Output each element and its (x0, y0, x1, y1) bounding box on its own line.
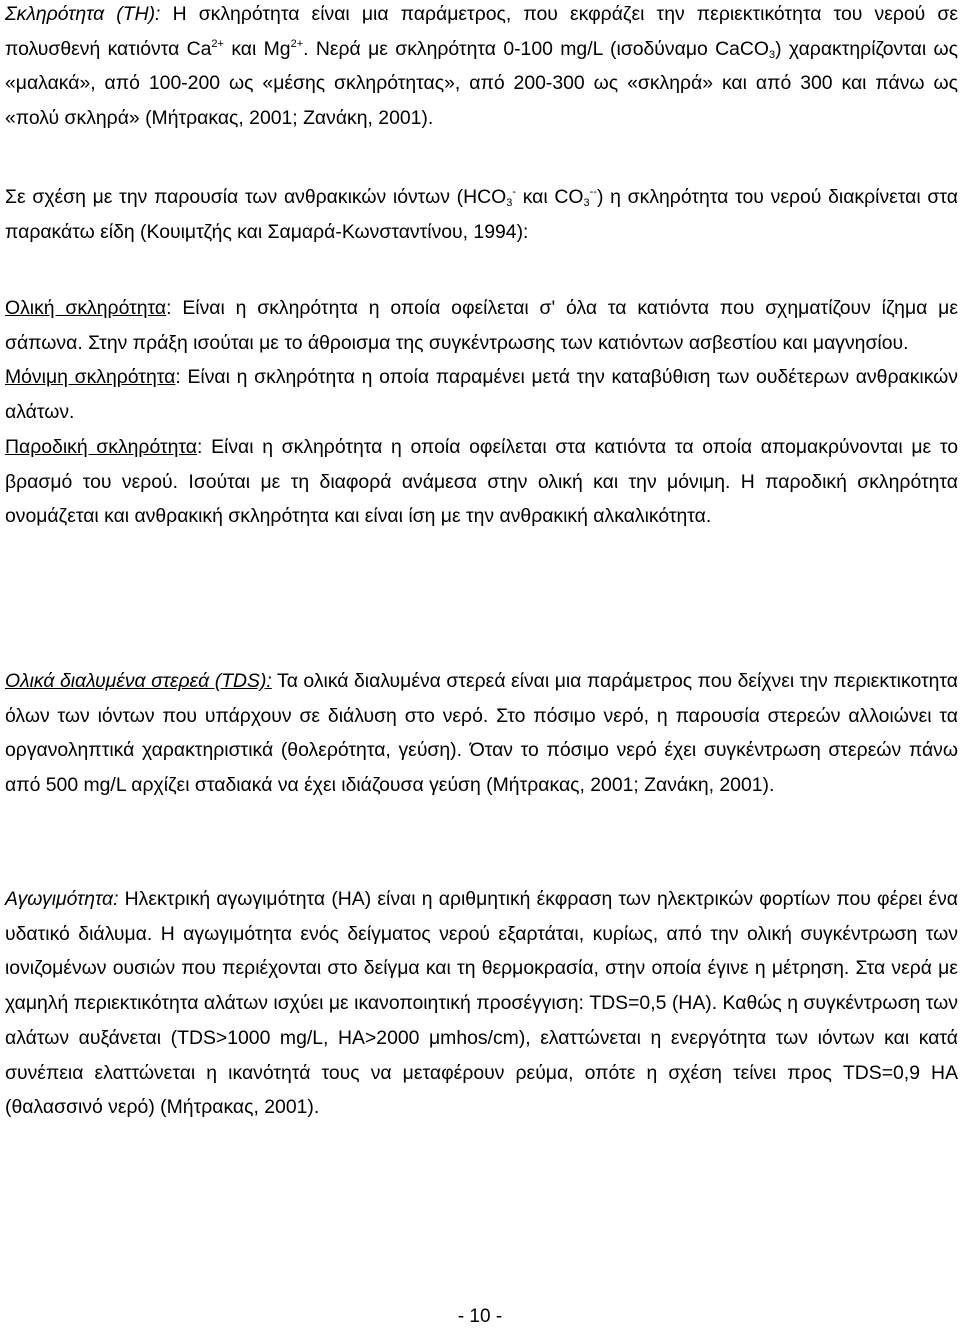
text: και Mg (223, 37, 291, 60)
term-permanent-hardness: Μόνιμη σκληρότητα (5, 366, 176, 389)
text: . Νερά με σκληρότητα 0-100 mg/L (ισοδύναμο CaCO (303, 37, 769, 60)
term-conductivity: Αγωγιμότητα: (5, 888, 119, 910)
text: ) χαρακτηρίζονται ως «μαλακά», από 100-200 ως «μέσης σκληρότητας», από 200-300 ως «σκληρά» και από 300 και πάνω ως «πολύ σκληρά» (Μήτρακας, 2001; Ζανάκη, 2001). (5, 37, 958, 130)
term-tds: Ολικά διαλυμένα στερεά (TDS): (5, 670, 272, 692)
text: : Είναι η σκληρότητα η οποία οφείλεται σ' όλα τα κατιόντα που σχηματίζουν ίζημα με σάπωνα. Στην πράξη ισούται με το άθροισμα της συγκέντρωσης των κατιόντων ασβεστίου και μαγνησίου. (5, 297, 958, 354)
paragraph-conductivity (5, 882, 958, 1125)
term-hardness: Σκληρότητα (ΤΗ): (5, 3, 161, 25)
subscript: 3 (769, 48, 776, 61)
subscript: 3 (506, 197, 513, 209)
superscript: 2+ (211, 37, 224, 50)
text: Σε σχέση με την παρουσία των ανθρακικών ιόντων (HCO (5, 186, 507, 208)
superscript: -- (589, 186, 597, 198)
superscript: - (512, 186, 516, 198)
paragraph-carbonate-ions (5, 180, 958, 249)
text: ) η σκληρότητα του νερού διακρίνεται στα παρακάτω είδη (Κουιμτζής και Σαμαρά-Κωνσταντίνου, 1994): (5, 186, 958, 243)
text: : Είναι η σκληρότητα η οποία οφείλεται στα κατιόντα τα οποία απομακρύνονται με το βρασμό του νερού. Ισούται με τη διαφορά ανάμεσα στην ολική και την μόνιμη. Η παροδική σκληρότητα ονομάζεται και ανθρακική σκληρότητα και είναι ίση με την ανθρακική αλκαλικότητα. (5, 435, 959, 528)
paragraph-tds (5, 664, 958, 803)
paragraph-hardness (5, 0, 958, 136)
text: Ηλεκτρική αγωγιμότητα (ΗΑ) είναι η αριθμητική έκφραση των ηλεκτρικών φορτίων που φέρει ένα υδατικό διάλυμα. Η αγωγιμότητα ενός δείγματος νερού εξαρτάται, κυρίως, από την ολική συγκέντρωση των ιονιζομένων ουσιών που περιέχονται στο δείγμα και τη θερμοκρασία, στην οποία έγινε η μέτρηση. Στα νερά με χαμηλή περιεκτικότητα αλάτων ισχύει με ικανοποιητική προσέγγιση: TDS=0,5 (ΗΑ). Καθώς η συγκέντρωση των αλάτων αυξάνεται (TDS>1000 mg/L, ΗΑ>2000 μmhos/cm), ελαττώνεται η ενεργότητα των ιόντων και κατά συνέπεια ελαττώνεται η ικανότητά τους να μεταφέρουν ρεύμα, οπότε η σχέση τείνει προς TDS=0,9 ΗΑ (θαλασσινό νερό) (Μήτρακας, 2001). (5, 888, 958, 1119)
subscript: 3 (583, 197, 590, 209)
text: Τα ολικά διαλυμένα στερεά είναι μια παράμετρος που δείχνει την περιεκτικοτητα όλων των ιόντων που υπάρχουν σε διάλυση στο νερό. Στο πόσιμο νερό, η παρουσία στερεών αλλοιώνει τα οργανοληπτικά χαρακτηριστικά (θολερότητα, γεύση). Όταν το πόσιμο νερό έχει συγκέντρωση στερεών πάνω από 500 mg/L αρχίζει σταδιακά να έχει ιδιάζουσα γεύση (Μήτρακας, 2001; Ζανάκη, 2001). (5, 670, 958, 797)
page-number: - 10 - (457, 1306, 503, 1327)
text: : Είναι η σκληρότητα η οποία παραμένει μετά την καταβύθιση των ουδέτερων ανθρακικών αλάτων. (5, 366, 958, 424)
superscript: 2+ (290, 37, 304, 50)
paragraph-hardness-types (5, 291, 958, 534)
text: Η σκληρότητα είναι μια παράμετρος, που εκφράζει την περιεκτικότητα του νερού σε πολυσθενή κατιόντα Ca (5, 3, 958, 60)
term-temporary-hardness: Παροδική σκληρότητα (5, 435, 198, 458)
term-total-hardness: Ολική σκληρότητα (5, 297, 167, 319)
text: και CO (515, 186, 584, 208)
